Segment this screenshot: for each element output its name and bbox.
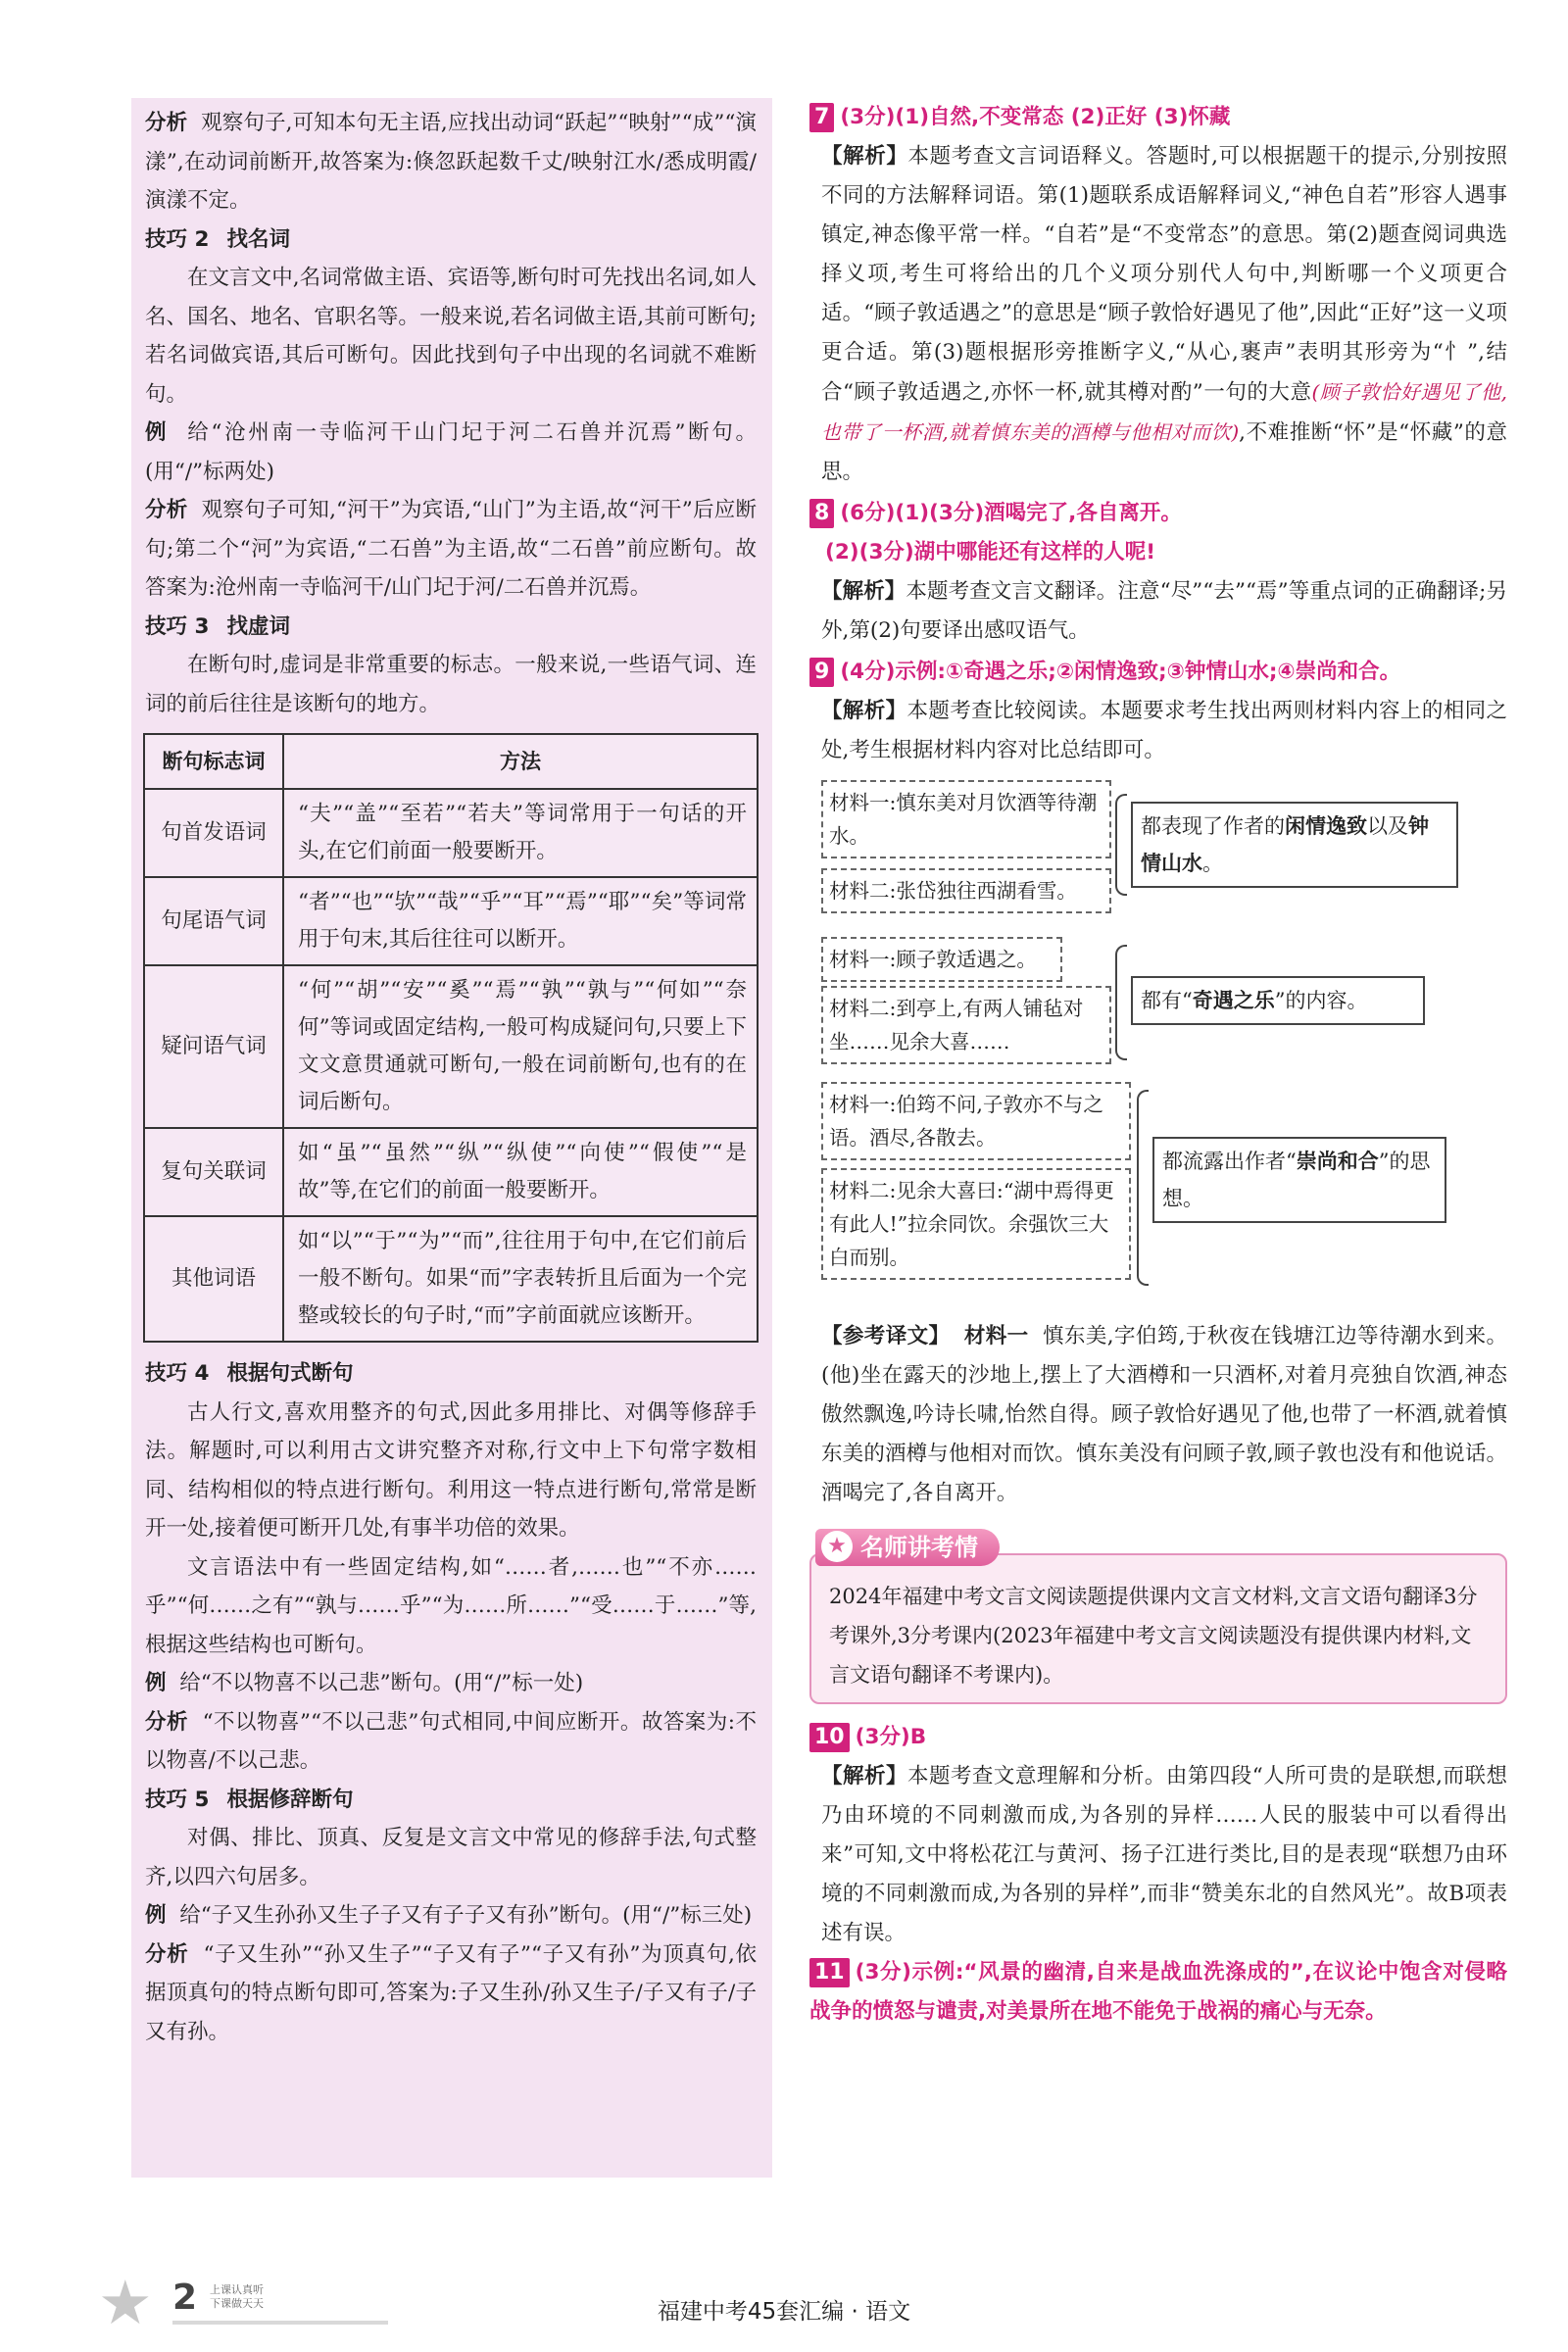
material-label: 材料一: [963, 1324, 1029, 1348]
explanation-label: 【解析】: [821, 1764, 907, 1788]
tip-label: 技巧 5: [145, 1787, 210, 1812]
answer-text: (6分)(1)(3分)酒喝完了,各自离开。: [840, 501, 1182, 525]
answer-text: (3分)示例:“风景的幽清,自来是战血洗涤成的”,: [855, 1960, 1312, 1984]
summary-text: 都流露出作者“: [1162, 1150, 1297, 1173]
table-row: [144, 1216, 758, 1342]
summary-text: ”的思想。: [1162, 1150, 1431, 1210]
analysis-text: 观察句子可知,“河干”为宾语,“山门”为主语,故“河干”后应断句;第二个“河”为宾语,“二石兽”为主语,故“二石兽”前应断句。故答案为:沧州南一寺临河干/山门圮于河/二石兽并沉焉。: [145, 498, 757, 600]
table-cell-value: 如“虽”“虽然”“纵”“纵使”“向使”“假使”“是故”等,在它们的前面一般要断开。: [283, 1128, 758, 1216]
table-row: [144, 965, 758, 1128]
table-cell-key: 复句关联词: [144, 1128, 283, 1216]
slogan-line: 上课认真听: [210, 2283, 264, 2296]
table-cell-value: “者”“也”“欤”“哉”“乎”“耳”“焉”“耶”“矣”等词常用于句末,其后往往可以断开。: [283, 877, 758, 965]
tip4-example: [145, 1664, 757, 1703]
tip4-heading: [145, 1354, 757, 1394]
intro-analysis: [145, 104, 757, 220]
page-number: 2: [172, 2278, 198, 2318]
q9-answer: [809, 653, 1507, 692]
table-header: 方法: [283, 734, 758, 789]
summary-text: ”的内容。: [1274, 989, 1368, 1012]
tip2-body: 在文言文中,名词常做主语、宾语等,断句时可先找出名词,如人名、国名、地名、官职名等。一般来说,若名词做主语,其前可断句;若名词做宾语,其后可断句。因此找到句子中出现的名词就不难断句。: [145, 266, 757, 407]
example-label: 例: [145, 1903, 167, 1928]
tip3-heading: [145, 608, 757, 647]
table-cell-value: 如“以”“于”“为”“而”,往往用于句中,在它们前后一般不断句。如果“而”字表转折且后面为一个完整或较长的句子时,“而”字前面就应该断开。: [283, 1216, 758, 1342]
summary-box: [1152, 1137, 1446, 1223]
explanation-label: 【解析】: [821, 579, 906, 604]
material-box: 材料一:伯筠不问,子敦亦不与之语。酒尽,各散去。: [821, 1082, 1131, 1160]
tip2-analysis: [145, 491, 757, 608]
tip2-example: [145, 414, 757, 491]
method-table: [143, 733, 759, 1343]
summary-highlight: 崇尚和合: [1296, 1150, 1379, 1173]
answer-text: (4分)示例:①奇遇之乐;②闲情逸致;③钟情山水;④崇尚和合。: [840, 660, 1401, 684]
question-number: 10: [809, 1723, 850, 1752]
teacher-icon: ★: [821, 1531, 853, 1562]
teacher-insight-box: [809, 1529, 1507, 1704]
tip5-heading: [145, 1781, 757, 1820]
summary-text: 都有“: [1141, 989, 1193, 1012]
analysis-label: 分析: [145, 1709, 188, 1735]
answer-text: (3分)B: [855, 1725, 927, 1749]
q10-explanation: [809, 1757, 1507, 1953]
reference-translation: [809, 1317, 1507, 1513]
table-cell-value: “夫”“盖”“至若”“若夫”等词常用于一句话的开头,在它们前面一般要断开。: [283, 789, 758, 877]
tip5-analysis: [145, 1936, 757, 2052]
question-number: 11: [809, 1958, 850, 1987]
summary-box: [1131, 802, 1458, 888]
tip-title: 找名词: [226, 226, 290, 252]
table-header: 断句标志词: [144, 734, 283, 789]
material-box: 材料二:张岱独往西湖看雪。: [821, 868, 1111, 913]
table-row: [144, 1128, 758, 1216]
analysis-text: 观察句子,可知本句无主语,应找出动词“跃起”“映射”“成”“演漾”,在动词前断开,故答案为:倏忽跃起数千丈/映射江水/悉成明霞/演漾不定。: [145, 111, 757, 213]
explanation-text: ,不难推断“怀”是“怀藏”的意思。: [821, 420, 1507, 484]
comparison-diagram: [809, 780, 1507, 1309]
brace-icon: [1137, 1090, 1149, 1286]
analysis-text: “不以物喜”“不以己悲”句式相同,中间应断开。故答案为:不以物喜/不以己悲。: [145, 1709, 757, 1773]
table-cell-key: 其他词语: [144, 1216, 283, 1342]
material-box: 材料一:慎东美对月饮酒等待潮水。: [821, 780, 1111, 858]
tip4-body1: 古人行文,喜欢用整齐的句式,因此多用排比、对偶等修辞手法。解题时,可以利用古文讲究整齐对称,行文中上下句常字数相同、结构相似的特点进行断句。利用这一特点进行断句,常常是断开一处,接着便可断开几处,有事半功倍的效果。: [145, 1399, 757, 1541]
q9-explanation: [809, 692, 1507, 770]
summary-box: [1131, 976, 1425, 1025]
analysis-text: “子又生孙”“孙又生子”“子又有子”“子又有孙”为顶真句,依据顶真句的特点断句即可,答案为:子又生孙/孙又生子/子又有子/子又有孙。: [145, 1941, 757, 2044]
tip2-heading: [145, 220, 757, 260]
teacher-insight-tag: [815, 1529, 1000, 1566]
left-column: [131, 98, 772, 2178]
question-number: 9: [809, 658, 834, 687]
tip4-body2: 文言语法中有一些固定结构,如“……者,……也”“不亦……乎”“何……之有”“孰与……乎”“为……所……”“受……于……”等,根据这些结构也可断句。: [145, 1554, 757, 1657]
tip-label: 技巧 3: [145, 613, 210, 639]
explanation-text: 本题考查文言文翻译。注意“尽”“去”“焉”等重点词的正确翻译;另外,第(2)句要译出感叹语气。: [821, 579, 1507, 643]
material-box: 材料二:到亭上,有两人铺毡对坐……见余大喜……: [821, 986, 1111, 1064]
tip4-analysis: [145, 1703, 757, 1781]
table-cell-key: 句首发语词: [144, 789, 283, 877]
explanation-text: 本题考查文言词语释义。答题时,可以根据题干的提示,分别按照不同的方法解释词语。第(1)题联系成语解释词义,“神色自若”形容人遇事镇定,神态像平常一样。“自若”是“不变常态”的意思。第(2)题查阅词典选择义项,考生可将给出的几个义项分别代人句中,判断哪一个义项更合适。“顾子敦适遇之”的意思是“顾子敦恰好遇见了他”,因此“正好”这一义项更合适。第(3)题根据形旁推断字义,“从心,裹声”表明其形旁为“忄”,结合“顾子敦适遇之,亦怀一杯,就其樽对酌”一句的大意: [821, 144, 1507, 405]
example-label: 例: [145, 1671, 167, 1695]
answer-text: (2)(3分)湖中哪能还有这样的人呢!: [825, 540, 1156, 564]
material-box: 材料一:顾子敦适遇之。: [821, 937, 1062, 982]
right-column: [809, 98, 1507, 2185]
summary-text: 以及: [1367, 814, 1408, 838]
tip-title: 根据句式断句: [226, 1361, 354, 1386]
question-number: 7: [809, 103, 834, 132]
table-cell-value: “何”“胡”“安”“奚”“焉”“孰”“孰与”“何如”“奈何”等词或固定结构,一般可构成疑问句,只要上下文文意贯通就可断句,一般在词前断句,也有的在词后断句。: [283, 965, 758, 1128]
tip3-body: 在断句时,虚词是非常重要的标志。一般来说,一些语气词、连词的前后往往是该断句的地方。: [145, 653, 757, 716]
summary-text: 都表现了作者的: [1141, 814, 1285, 838]
summary-highlight: 奇遇之乐: [1192, 989, 1275, 1012]
q7-explanation: [809, 137, 1507, 492]
question-number: 8: [809, 499, 834, 528]
explanation-label: 【解析】: [821, 144, 908, 169]
star-mascot-icon: ★: [98, 2267, 153, 2338]
example-text: 给“子又生孙孙又生子子又有子子又有孙”断句。(用“/”标三处): [179, 1903, 753, 1928]
summary-highlight: 闲情逸致: [1285, 814, 1367, 838]
analysis-label: 分析: [145, 498, 188, 522]
brace-icon: [1115, 945, 1127, 1060]
q7-answer: [809, 98, 1507, 137]
tip5-example: [145, 1896, 757, 1936]
tip-title: 根据修辞断句: [226, 1787, 354, 1812]
example-label: 例: [145, 420, 170, 445]
summary-highlight: 钟情山水: [1141, 814, 1429, 875]
q8-answer-2: [809, 533, 1507, 572]
material-box: 材料二:见余大喜曰:“湖中焉得更有此人!”拉余同饮。余强饮三大白而别。: [821, 1168, 1131, 1280]
table-row: [144, 789, 758, 877]
slogan-line: 下课做天天: [210, 2297, 264, 2310]
translation-label: 【参考译文】: [821, 1324, 951, 1348]
tag-text: 名师讲考情: [860, 1534, 978, 1561]
explanation-label: 【解析】: [821, 699, 907, 723]
q10-answer: [809, 1718, 1507, 1757]
tip-title: 找虚词: [226, 613, 290, 639]
explanation-text: 本题考查文意理解和分析。由第四段“人所可贵的是联想,而联想乃由环境的不同刺激而成,为各别的异样……人民的服装中可以看得出来”可知,文中将松花江与黄河、扬子江进行类比,目的是表现“联想乃由环境的不同刺激而成,为各别的异样”,而非“赞美东北的自然风光”。故B项表述有误。: [821, 1764, 1507, 1945]
tip5-body: 对偶、排比、顶真、反复是文言文中常见的修辞手法,句式整齐,以四六句居多。: [145, 1826, 757, 1889]
answer-text: 在议论中饱含对侵略战争的愤怒与谴责,对美景所在地不能免于战祸的痛心与无奈。: [809, 1960, 1507, 2024]
table-row: [144, 877, 758, 965]
analysis-label: 分析: [145, 111, 188, 135]
footer-title: 福建中考45套汇编 · 语文: [657, 2299, 911, 2325]
brace-icon: [1115, 794, 1127, 896]
example-text: 给“沧州南一寺临河干山门圮于河二石兽并沉焉”断句。(用“/”标两处): [145, 420, 757, 484]
handwritten-note: (顾子敦恰好遇见了他,也带了一杯酒,就着慎东美的酒樽与他相对而饮): [821, 380, 1507, 444]
translation-text: 慎东美,字伯筠,于秋夜在钱塘江边等待潮水到来。(他)坐在露天的沙地上,摆上了大酒樽和一只酒杯,对着月亮独自饮酒,神态傲然飘逸,吟诗长啸,怡然自得。顾子敦恰好遇见了他,也带了一杯酒,就着慎东美的酒樽与他相对而饮。慎东美没有问顾子敦,顾子敦也没有和他说话。酒喝完了,各自离开。: [821, 1324, 1507, 1505]
table-header-row: [144, 734, 758, 789]
q11-answer: [809, 1953, 1507, 2032]
tip-label: 技巧 4: [145, 1361, 210, 1386]
table-cell-key: 句尾语气词: [144, 877, 283, 965]
explanation-text: 本题考查比较阅读。本题要求考生找出两则材料内容上的相同之处,考生根据材料内容对比总结即可。: [821, 699, 1507, 762]
q8-explanation: [809, 572, 1507, 651]
tip-label: 技巧 2: [145, 226, 210, 252]
table-cell-key: 疑问语气词: [144, 965, 283, 1128]
q8-answer: [809, 494, 1507, 533]
analysis-label: 分析: [145, 1941, 189, 1967]
summary-text: 。: [1202, 852, 1223, 875]
example-text: 给“不以物喜不以己悲”断句。(用“/”标一处): [179, 1671, 584, 1695]
teacher-insight-body: 2024年福建中考文言文阅读题提供课内文言文材料,文言文语句翻译3分考课外,3分考课内(2023年福建中考文言文阅读题没有提供课内材料,文言文语句翻译不考课内)。: [809, 1553, 1507, 1704]
answer-text: (3分)(1)自然,不变常态 (2)正好 (3)怀藏: [840, 105, 1231, 129]
